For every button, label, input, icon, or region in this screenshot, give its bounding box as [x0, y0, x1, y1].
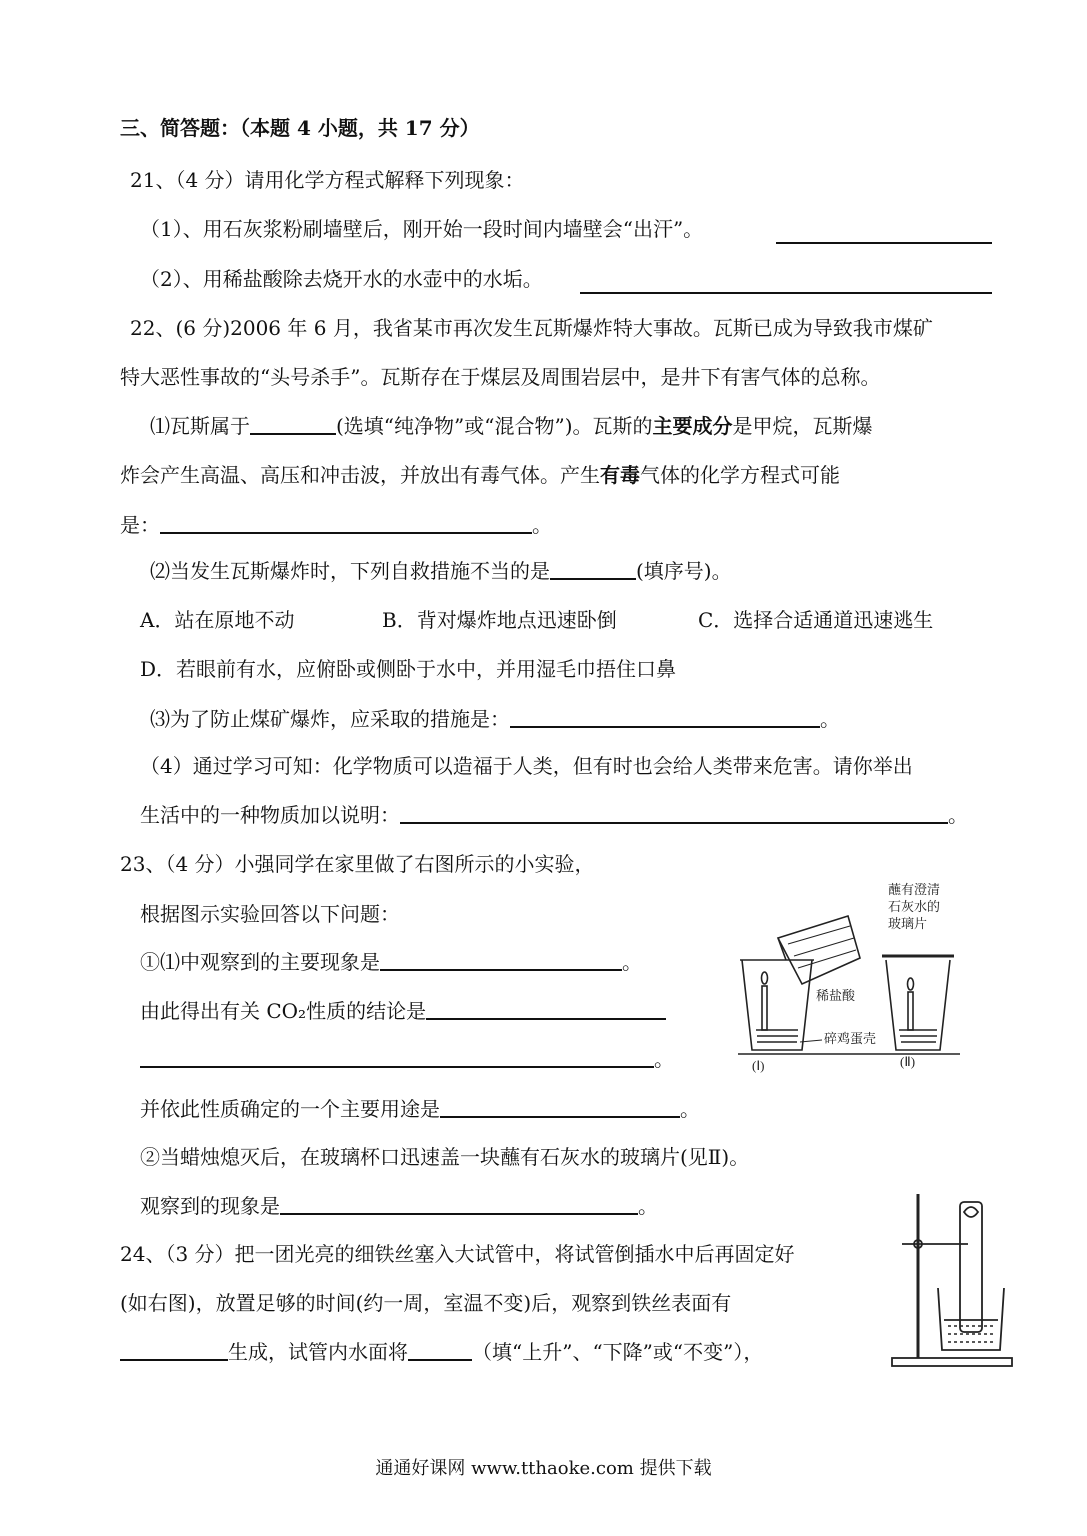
q24-text-a: 生成，试管内水面将 — [228, 1340, 408, 1364]
q23-s2-blank[interactable] — [426, 998, 666, 1020]
q21-part1 — [140, 215, 703, 243]
q23-intro: 根据图示实验回答以下问题： — [140, 902, 400, 926]
q22-stem-line2: 特大恶性事故的“头号杀手”。瓦斯存在于煤层及周围岩层中，是井下有害气体的总称。 — [120, 365, 881, 389]
q22-p4-blank[interactable] — [400, 802, 948, 824]
q22-p1-text-f: 是： — [120, 513, 160, 537]
test-tube — [960, 1202, 982, 1332]
flame-2 — [908, 978, 914, 990]
fig-label-top-2: 石灰水的 — [888, 899, 941, 914]
q22-p3-text-a: ⑶为了防止煤矿爆炸，应采取的措施是： — [150, 707, 510, 731]
q23-s1-text-a: ①⑴中观察到的主要现象是 — [140, 950, 380, 974]
q22-p1-bold-toxic: 有毒 — [600, 463, 640, 487]
candle-1 — [762, 986, 767, 1030]
q22-part2 — [150, 557, 732, 585]
q23-sub6 — [140, 1192, 658, 1220]
page-footer: 通通好课网 www.tthaoke.com 提供下载 — [375, 1458, 712, 1479]
q24-blank-water[interactable] — [408, 1339, 472, 1361]
q22-p2-text-b: (填序号)。 — [636, 559, 732, 583]
q23-s2-text: 由此得出有关 CO₂性质的结论是 — [140, 999, 427, 1023]
fig-label-cup1: (Ⅰ) — [752, 1058, 765, 1073]
cup-2-shells — [899, 1030, 937, 1042]
q24-text-b: （填“上升”、“下降”或“不变”）， — [472, 1340, 764, 1364]
q23-sub2 — [140, 997, 666, 1025]
fig-label-acid: 稀盐酸 — [816, 988, 856, 1003]
section-title: 三、简答题：（本题 4 小题，共 17 分） — [120, 116, 480, 140]
q22-part1-line1 — [150, 412, 873, 440]
q21-part2-blank[interactable] — [580, 272, 992, 294]
q21-part1-blank[interactable] — [776, 222, 992, 244]
q23-s1-text-b: 。 — [622, 950, 642, 974]
q22-p1-blank-purity[interactable] — [250, 413, 336, 435]
q22-part4-line2 — [140, 801, 968, 829]
q21-part2-text: （2）、用稀盐酸除去烧开水的水壶中的水垢。 — [140, 267, 543, 291]
q22-p1-text-a: ⑴瓦斯属于 — [150, 414, 250, 438]
experiment-figure-stand — [888, 1188, 1018, 1374]
stand-base — [892, 1358, 1012, 1366]
q22-part1-line3 — [120, 511, 552, 539]
q24-line2: (如右图)，放置足够的时间(约一周，室温不变)后，观察到铁丝表面有 — [120, 1291, 732, 1315]
q22-p1-text-b: (选填“纯净物”或“混合物”)。瓦斯的 — [336, 414, 653, 438]
q22-stem-line1: 22、(6 分)2006 年 6 月，我省某市再次发生瓦斯爆炸特大事故。瓦斯已成为导致我市煤矿 — [130, 316, 933, 340]
q22-part1-line2 — [120, 461, 840, 489]
q22-p2-blank[interactable] — [550, 558, 636, 580]
q22-option-b: B．背对爆炸地点迅速卧倒 — [382, 608, 617, 632]
q24-line3 — [120, 1338, 763, 1366]
q23-s3-blank[interactable] — [140, 1046, 654, 1068]
q21-part1-text: （1）、用石灰浆粉刷墙壁后，刚开始一段时间内墙壁会“出汗”。 — [140, 217, 704, 241]
q23-s4-blank[interactable] — [440, 1096, 680, 1118]
q22-option-d: D．若眼前有水，应俯卧或侧卧于水中，并用湿毛巾捂住口鼻 — [140, 657, 677, 681]
q22-p1-text-g: 。 — [532, 513, 552, 537]
q23-s4-text-b: 。 — [680, 1097, 700, 1121]
q22-p2-text-a: ⑵当发生瓦斯爆炸时，下列自救措施不当的是 — [150, 559, 550, 583]
q22-p3-text-b: 。 — [820, 707, 840, 731]
q22-p1-text-d: 炸会产生高温、高压和冲击波，并放出有毒气体。产生 — [120, 463, 600, 487]
q22-part3 — [150, 705, 840, 733]
fig-label-top-3: 玻璃片 — [888, 916, 928, 931]
q22-p1-bold-main: 主要成分 — [652, 414, 733, 438]
candle-2 — [908, 992, 913, 1030]
fig-label-cup2: (Ⅱ) — [900, 1054, 916, 1069]
q23-s6-text-b: 。 — [638, 1194, 658, 1218]
q23-sub4 — [140, 1095, 700, 1123]
q22-part4-line1: （4）通过学习可知：化学物质可以造福于人类，但有时也会给人类带来危害。请你举出 — [140, 754, 913, 778]
q23-stem: 23、（4 分）小强同学在家里做了右图所示的小实验， — [120, 852, 595, 876]
fig-label-shell: 碎鸡蛋壳 — [824, 1031, 877, 1046]
q23-s6-text-a: 观察到的现象是 — [140, 1194, 280, 1218]
q21-stem: 21、（4 分）请用化学方程式解释下列现象： — [130, 168, 525, 192]
q23-sub1 — [140, 948, 642, 976]
experiment-figure-cups — [730, 880, 970, 1075]
q22-option-c: C．选择合适通道迅速逃生 — [698, 608, 934, 632]
q23-sub3 — [140, 1045, 674, 1073]
beaker — [938, 1288, 1004, 1350]
q23-s6-blank[interactable] — [280, 1193, 638, 1215]
q24-stem: 24、（3 分）把一团光亮的细铁丝塞入大试管中，将试管倒插水中后再固定好 — [120, 1242, 795, 1266]
fig-label-top-1: 蘸有澄清 — [888, 882, 941, 897]
q23-s4-text-a: 并依此性质确定的一个主要用途是 — [140, 1097, 440, 1121]
q23-sub5: ②当蜡烛熄灭后，在玻璃杯口迅速盖一块蘸有石灰水的玻璃片(见Ⅱ)。 — [140, 1145, 750, 1169]
q21-part2 — [140, 265, 543, 293]
q22-p1-text-c: 是甲烷，瓦斯爆 — [732, 414, 873, 438]
q23-s3-text: 。 — [654, 1047, 674, 1071]
q22-p1-text-e: 气体的化学方程式可能 — [640, 463, 840, 487]
q22-p4-text-b: 。 — [948, 803, 968, 827]
steel-wool — [964, 1207, 978, 1217]
q23-s1-blank[interactable] — [380, 949, 622, 971]
q22-p3-blank[interactable] — [510, 706, 820, 728]
q22-p1-blank-equation[interactable] — [160, 512, 532, 534]
q24-blank-product[interactable] — [120, 1339, 228, 1361]
q22-option-a: A．站在原地不动 — [140, 608, 295, 632]
cup-1-shells — [756, 1030, 798, 1042]
q22-p4-text-a: 生活中的一种物质加以说明： — [140, 803, 400, 827]
flame-1 — [762, 972, 768, 984]
